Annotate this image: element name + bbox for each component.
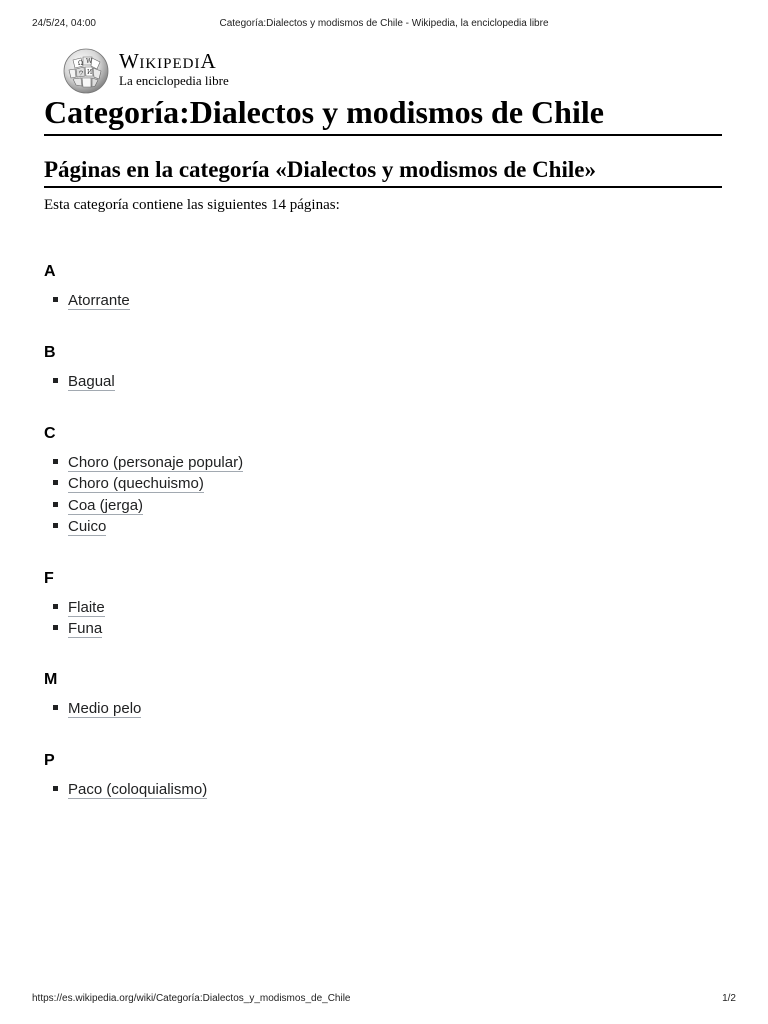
wordmark-last-letter: A xyxy=(200,49,217,73)
bullet-icon xyxy=(53,502,58,507)
group-letter: M xyxy=(44,671,58,688)
list-item xyxy=(53,700,141,722)
list-item xyxy=(53,497,143,519)
category-page-link[interactable]: Medio pelo xyxy=(68,700,142,717)
wikipedia-logo[interactable] xyxy=(61,44,261,94)
bullet-icon xyxy=(53,604,58,609)
print-url: https://es.wikipedia.org/wiki/Categoría:Dialectos_y_modismos_de_Chile xyxy=(32,993,351,1004)
svg-text:ウ: ウ xyxy=(78,70,85,77)
bullet-icon xyxy=(53,480,58,485)
wordmark-first-letter: W xyxy=(119,49,140,73)
list-item xyxy=(53,781,207,803)
category-section-title: Páginas en la categoría «Dialectos y modismos de Chile» xyxy=(44,154,722,188)
bullet-icon xyxy=(53,523,58,528)
bullet-icon xyxy=(53,705,58,710)
print-header xyxy=(32,18,736,32)
print-datetime: 24/5/24, 04:00 xyxy=(32,18,96,29)
category-page-link[interactable]: Choro (personaje popular) xyxy=(68,454,244,471)
bullet-icon xyxy=(53,297,58,302)
category-page-link[interactable]: Atorrante xyxy=(68,292,130,309)
list-item xyxy=(53,599,105,621)
group-letter: C xyxy=(44,425,56,442)
wikipedia-wordmark xyxy=(119,49,216,76)
wordmark-small-caps: IKIPEDI xyxy=(139,56,201,72)
bullet-icon xyxy=(53,378,58,383)
wikipedia-globe-icon xyxy=(61,46,111,94)
list-item xyxy=(53,518,106,540)
group-letter: A xyxy=(44,263,56,280)
page-title: Categoría:Dialectos y modismos de Chile xyxy=(44,92,722,136)
category-page-link[interactable]: Coa (jerga) xyxy=(68,497,144,514)
svg-text:Ω: Ω xyxy=(78,60,83,67)
print-footer xyxy=(32,993,736,1007)
category-intro: Esta categoría contiene las siguientes 14 páginas: xyxy=(44,197,340,213)
list-item xyxy=(53,292,130,314)
bullet-icon xyxy=(53,459,58,464)
category-page-link[interactable]: Paco (coloquialismo) xyxy=(68,781,208,798)
list-item xyxy=(53,620,102,642)
print-page-title: Categoría:Dialectos y modismos de Chile - Wikipedia, la enciclopedia libre xyxy=(219,18,549,29)
group-letter: B xyxy=(44,344,56,361)
group-letter: P xyxy=(44,752,55,769)
svg-text:W: W xyxy=(86,58,93,65)
group-letter: F xyxy=(44,570,54,587)
category-page-link[interactable]: Flaite xyxy=(68,599,105,616)
bullet-icon xyxy=(53,625,58,630)
wikipedia-tagline: La enciclopedia libre xyxy=(119,73,229,88)
svg-text:И: И xyxy=(87,69,93,76)
category-page-link[interactable]: Cuico xyxy=(68,518,107,535)
category-page-link[interactable]: Funa xyxy=(68,620,103,637)
list-item xyxy=(53,475,204,497)
category-page-link[interactable]: Bagual xyxy=(68,373,115,390)
print-page-number: 1/2 xyxy=(722,993,736,1004)
list-item xyxy=(53,454,243,476)
bullet-icon xyxy=(53,786,58,791)
list-item xyxy=(53,373,115,395)
category-page-link[interactable]: Choro (quechuismo) xyxy=(68,475,204,492)
